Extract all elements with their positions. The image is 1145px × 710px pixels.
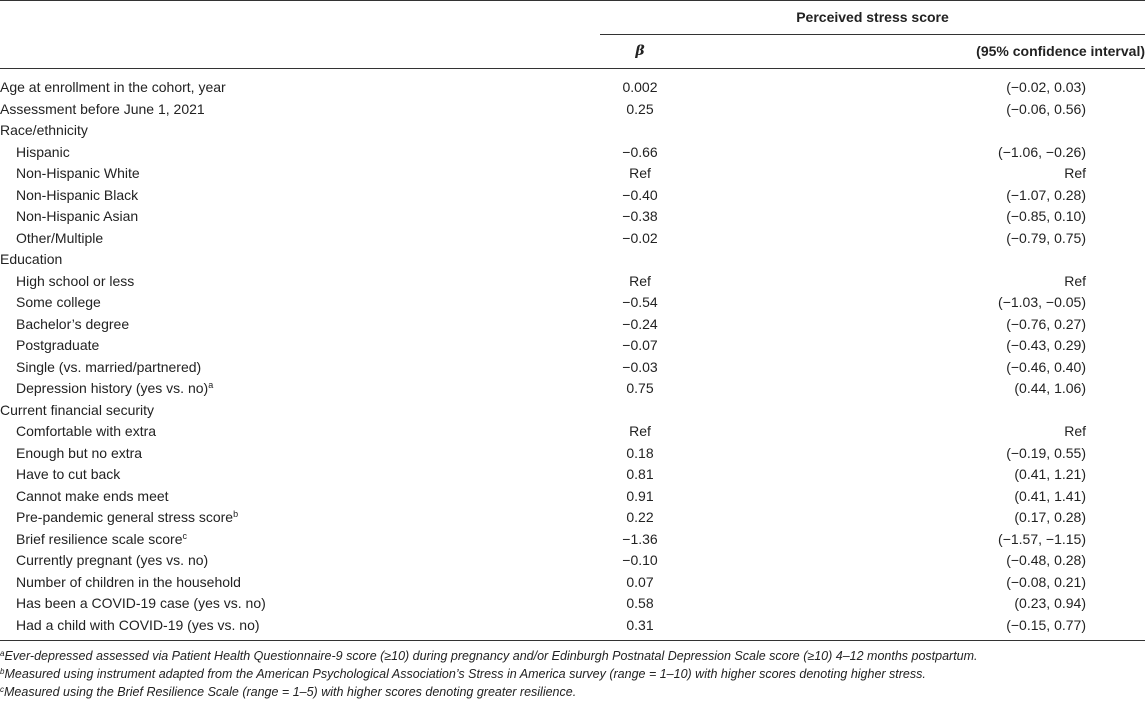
table-row — [0, 572, 1145, 594]
row-label-text: Non-Hispanic Black — [16, 186, 139, 203]
row-label-text: Other/Multiple — [16, 229, 104, 246]
beta-cell: Ref — [629, 165, 651, 181]
row-label — [0, 443, 600, 465]
beta-cell: −0.40 — [622, 186, 658, 203]
row-label-text: Non-Hispanic White — [16, 165, 140, 181]
row-label — [0, 615, 600, 641]
table-row — [0, 464, 1145, 486]
footnote-text: Ever-depressed assessed via Patient Health Questionnaire-9 score (≥10) during pregnancy and/or Edinburgh Postnatal Depression Scale score (≥10) 4–12 months postpartum. — [4, 648, 978, 663]
table-row — [0, 163, 1145, 185]
row-label-text: Single (vs. married/partnered) — [16, 358, 202, 375]
table-row — [0, 335, 1145, 357]
row-label — [0, 550, 600, 572]
footnote — [0, 647, 1145, 665]
beta-cell: 0.31 — [600, 615, 680, 641]
table-row — [0, 185, 1145, 207]
row-label — [0, 185, 600, 207]
ci-cell: (−0.06, 0.56) — [1006, 100, 1086, 117]
beta-cell — [600, 249, 680, 271]
row-label-text: Have to cut back — [16, 466, 121, 482]
row-label — [0, 314, 600, 336]
beta-cell: 0.58 — [626, 595, 654, 611]
ci-cell: (−0.15, 0.77) — [680, 615, 1145, 641]
row-label-text: Age at enrollment in the cohort, year — [0, 79, 226, 95]
row-label — [0, 357, 600, 379]
beta-cell: 0.002 — [622, 79, 658, 95]
ci-cell: (−1.07, 0.28) — [1006, 186, 1086, 203]
table-row — [0, 486, 1145, 508]
row-label-text: Bachelor’s degree — [16, 315, 130, 332]
ci-cell: (0.23, 0.94) — [1014, 595, 1086, 611]
row-label-text: Non-Hispanic Asian — [16, 208, 139, 224]
table-row — [0, 314, 1145, 336]
footnote-text: Measured using instrument adapted from the American Psychological Association’s Stress in America survey (range = 1–10) with higher scores denoting higher stress. — [4, 666, 926, 681]
row-label — [0, 228, 600, 250]
row-label — [0, 529, 600, 551]
footnote-mark: b — [0, 666, 5, 676]
beta-cell: −0.07 — [622, 337, 658, 353]
table-row — [0, 421, 1145, 443]
row-label-text: Enough but no extra — [16, 444, 143, 461]
ci-cell: Ref — [1064, 423, 1086, 439]
table-row — [0, 206, 1145, 228]
row-label — [0, 464, 600, 486]
row-label-text: Current financial security — [0, 401, 155, 418]
footnote-marker: b — [233, 509, 239, 519]
row-label-text: Cannot make ends meet — [16, 487, 169, 504]
row-label — [0, 421, 600, 443]
row-label-text: Education — [0, 251, 63, 267]
footnote-text: Measured using the Brief Resilience Scale (range = 1–5) with higher scores denoting greater resilience. — [4, 685, 577, 700]
row-label — [0, 593, 600, 615]
footnote — [0, 683, 1145, 701]
beta-cell — [600, 120, 680, 142]
table-row — [0, 142, 1145, 164]
row-label — [0, 400, 600, 422]
ci-cell: (−0.46, 0.40) — [1006, 358, 1086, 375]
row-label — [0, 378, 600, 400]
beta-cell: 0.25 — [626, 100, 654, 117]
ci-cell: (−1.03, −0.05) — [998, 294, 1086, 310]
ci-cell: (−0.85, 0.10) — [1006, 208, 1086, 224]
row-label-text: High school or less — [16, 272, 135, 289]
table-row — [0, 378, 1145, 400]
table-row — [0, 400, 1145, 422]
footnote-marker: c — [182, 530, 188, 541]
beta-cell: −0.03 — [622, 358, 658, 375]
row-label — [0, 271, 600, 293]
row-label-text: Hispanic — [16, 143, 70, 160]
ci-cell: (−0.08, 0.21) — [1006, 573, 1086, 590]
table-body — [0, 77, 1145, 640]
table-footnotes — [0, 647, 1145, 702]
ci-cell — [680, 400, 1145, 422]
ci-cell: (−1.06, −0.26) — [998, 143, 1086, 160]
footnote-marker: a — [208, 380, 214, 390]
table-row — [0, 529, 1145, 551]
row-label — [0, 249, 600, 271]
footnote-mark: c — [0, 685, 4, 695]
table-row — [0, 593, 1145, 615]
row-label — [0, 77, 600, 99]
table-row — [0, 292, 1145, 314]
beta-cell: 0.75 — [626, 380, 654, 396]
beta-cell: 0.22 — [626, 509, 654, 525]
ci-cell: Ref — [1064, 165, 1086, 181]
beta-cell: 0.18 — [626, 444, 654, 461]
row-label-text: Race/ethnicity — [0, 122, 88, 138]
beta-cell: −0.54 — [622, 294, 658, 310]
row-label — [0, 163, 600, 185]
row-label-text: Currently pregnant (yes vs. no) — [16, 552, 209, 568]
row-label-text: Has been a COVID-19 case (yes vs. no) — [16, 595, 266, 611]
row-label-text: Depression history (yes vs. no) — [16, 380, 209, 396]
row-label — [0, 120, 600, 142]
ci-cell: (0.44, 1.06) — [1014, 380, 1086, 396]
table-row — [0, 443, 1145, 465]
ci-cell — [680, 249, 1145, 271]
row-label-text: Comfortable with extra — [16, 423, 157, 439]
row-label — [0, 292, 600, 314]
beta-cell: 0.91 — [626, 487, 654, 504]
ci-cell: Ref — [1064, 272, 1086, 289]
ci-cell: (−1.57, −1.15) — [998, 530, 1086, 547]
beta-cell: −0.66 — [622, 143, 658, 160]
ci-cell: (0.41, 1.21) — [1014, 466, 1086, 482]
table-row — [0, 77, 1145, 99]
row-label — [0, 486, 600, 508]
footnote — [0, 665, 1145, 683]
row-label-text: Brief resilience scale score — [16, 530, 183, 547]
ci-cell: (0.41, 1.41) — [1014, 487, 1086, 504]
ci-cell: (0.17, 0.28) — [1014, 509, 1086, 525]
footnote-mark: a — [0, 648, 5, 658]
column-group-header: Perceived stress score — [600, 1, 1145, 35]
row-label — [0, 206, 600, 228]
ci-cell: (−0.43, 0.29) — [1006, 337, 1086, 353]
row-label-text: Number of children in the household — [16, 573, 241, 590]
table-row — [0, 550, 1145, 572]
beta-cell: −0.10 — [622, 552, 658, 568]
table-row — [0, 120, 1145, 142]
beta-cell: −0.38 — [622, 208, 658, 224]
table-row — [0, 357, 1145, 379]
ci-cell: (−0.48, 0.28) — [1006, 552, 1086, 568]
table-row — [0, 615, 1145, 641]
table-row — [0, 271, 1145, 293]
beta-cell: −0.24 — [622, 315, 658, 332]
ci-cell: (−0.02, 0.03) — [1006, 79, 1086, 95]
row-label-text: Pre-pandemic general stress score — [16, 509, 234, 525]
beta-cell: −1.36 — [622, 530, 658, 547]
ci-cell: (−0.79, 0.75) — [1006, 229, 1086, 246]
row-label-text: Some college — [16, 294, 101, 310]
beta-cell: 0.81 — [626, 466, 654, 482]
beta-cell: −0.02 — [622, 229, 658, 246]
row-label — [0, 335, 600, 357]
table-header — [0, 1, 1145, 78]
beta-cell: Ref — [629, 423, 651, 439]
table-row — [0, 99, 1145, 121]
row-label-text: Assessment before June 1, 2021 — [0, 100, 205, 117]
table-row — [0, 249, 1145, 271]
row-label-text: Had a child with COVID-19 (yes vs. no) — [16, 616, 260, 633]
table-row — [0, 507, 1145, 529]
ci-cell: (−0.76, 0.27) — [1006, 315, 1086, 332]
beta-cell — [600, 400, 680, 422]
ci-cell — [680, 120, 1145, 142]
row-label-text: Postgraduate — [16, 337, 100, 353]
row-label — [0, 99, 600, 121]
table-row — [0, 228, 1145, 250]
row-label — [0, 142, 600, 164]
row-label — [0, 507, 600, 529]
beta-column-header: β — [600, 35, 680, 69]
ci-cell: (−0.19, 0.55) — [1006, 444, 1086, 461]
row-label — [0, 572, 600, 594]
beta-cell: 0.07 — [626, 573, 654, 590]
beta-cell: Ref — [629, 272, 651, 289]
ci-column-header: (95% confidence interval) — [680, 35, 1145, 69]
